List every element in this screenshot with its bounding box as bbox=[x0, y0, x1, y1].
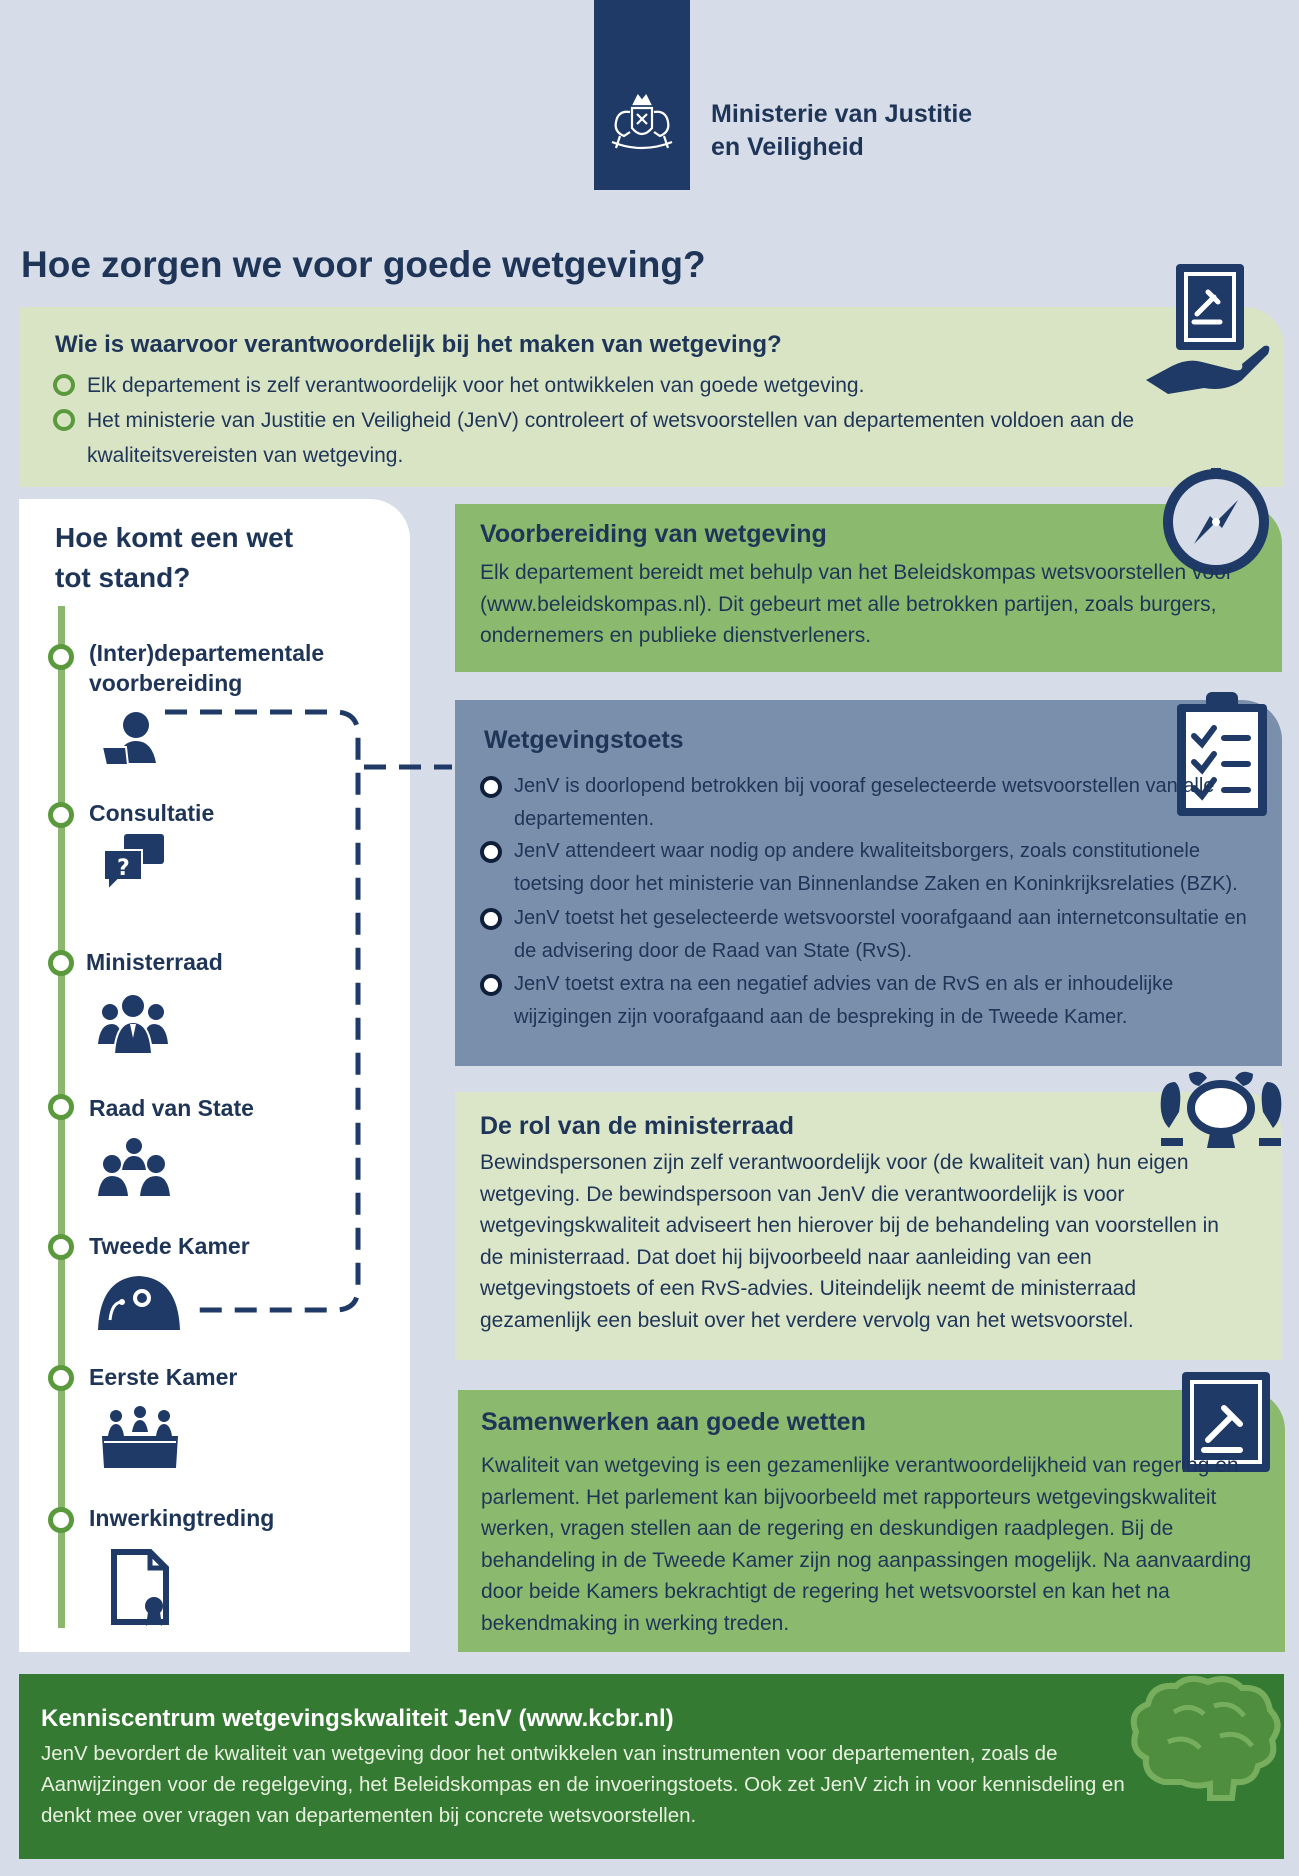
bullet-ring-icon bbox=[480, 776, 502, 798]
footer-title: Kenniscentrum wetgevingskwaliteit JenV (www.kcbr.nl) bbox=[41, 1705, 674, 1732]
step-interdepartmental: (Inter)departementale voorbereiding bbox=[89, 640, 325, 696]
person-laptop-icon bbox=[98, 705, 164, 771]
bullet-ring-icon bbox=[53, 374, 75, 396]
chamber-dome-icon bbox=[96, 1272, 182, 1332]
test-item-text: JenV attendeert waar nodig op andere kwaliteitsborgers, zoals constitutionele toetsing door het ministerie van Binnenlandse Zaken en Koninkrijksrelaties (BZK). bbox=[514, 840, 1238, 895]
timeline-dot bbox=[48, 950, 74, 976]
preparation-title: Voorbereiding van wetgeving bbox=[480, 520, 827, 548]
timeline-dot bbox=[48, 1365, 74, 1391]
timeline-title-line2: tot stand? bbox=[55, 562, 191, 593]
legislative-test-title: Wetgevingstoets bbox=[484, 726, 684, 754]
council-members-icon bbox=[96, 1136, 172, 1198]
bullet-ring-icon bbox=[480, 974, 502, 996]
test-item bbox=[480, 902, 1260, 968]
responsibility-title: Wie is waarvoor verantwoordelijk bij het maken van wetgeving? bbox=[55, 331, 782, 358]
timeline-dot bbox=[48, 1094, 74, 1120]
ministry-name-line2: en Veiligheid bbox=[711, 133, 864, 161]
senate-table-icon bbox=[100, 1402, 180, 1470]
test-item bbox=[480, 835, 1260, 901]
bullet-ring-icon bbox=[480, 908, 502, 930]
test-item bbox=[480, 968, 1260, 1034]
cooperation-text: Kwaliteit van wetgeving is een gezamenlijke verantwoordelijkheid van regering én parlement. Het parlement kan bijvoorbeeld met rapporteurs wetgevingskwaliteit werken, vragen stellen aan de regering en deskundigen raadplegen. Bij de behandeling in de Tweede Kamer zijn nog aanpassingen mogelijk. Na aanvaarding door beide Kamers bekrachtigt de regering het wetsvoorstel en kan het na bekendmaking in werking treden. bbox=[481, 1454, 1252, 1635]
timeline-title-line1: Hoe komt een wet bbox=[55, 522, 294, 553]
step-council-of-ministers: Ministerraad bbox=[86, 949, 223, 975]
step-council-of-state: Raad van State bbox=[89, 1095, 254, 1121]
footer-text: JenV bevordert de kwaliteit van wetgeving door het ontwikkelen van instrumenten voor departementen, zoals de Aanwijzingen voor de regelgeving, het Beleidskompas en de invoeringstoets. Ook zet JenV zich in voor kennisdeling en denkt mee over vragen van departementen bij concrete wetsvoorstellen. bbox=[41, 1742, 1125, 1827]
ministry-name bbox=[711, 98, 972, 164]
preparation-text: Elk departement bereidt met behulp van het Beleidskompas wetsvoorstellen voor (www.beleidskompas.nl). Dit gebeurt met alle betrokken partijen, zoals burgers, ondernemers en publieke dienstverleners. bbox=[480, 561, 1233, 647]
timeline-dot bbox=[48, 802, 74, 828]
responsibility-item-text: Elk departement is zelf verantwoordelijk voor het ontwikkelen van goede wetgeving. bbox=[87, 374, 865, 397]
svg-text:?: ? bbox=[117, 856, 130, 881]
timeline-dot bbox=[48, 1234, 74, 1260]
logo-bar bbox=[594, 0, 690, 190]
page-title: Hoe zorgen we voor goede wetgeving? bbox=[21, 244, 706, 285]
ministry-name-line1: Ministerie van Justitie bbox=[711, 100, 973, 128]
council-text: Bewindspersonen zijn zelf verantwoordelijk voor (de kwaliteit van) hun eigen wetgeving. De bewindspersoon van JenV die verantwoordelijk is voor wetgevingskwaliteit adviseert hen hierover bij de behandeling van voorstellen in de ministerraad. Dat doet hij bijvoorbeeld naar aanleiding van een wetgevingstoets of een RvS-advies. Uiteindelijk neemt de ministerraad gezamenlijk een besluit over het verdere vervolg van het wetsvoorstel. bbox=[480, 1151, 1219, 1332]
test-item bbox=[480, 770, 1260, 836]
step-senate: Eerste Kamer bbox=[89, 1364, 238, 1390]
question-bubbles-icon bbox=[100, 832, 166, 894]
responsibility-item bbox=[53, 368, 1253, 403]
step-consultation: Consultatie bbox=[89, 800, 215, 826]
test-item-text: JenV toetst het geselecteerde wetsvoorstel voorafgaand aan internetconsultatie en de advisering door de Raad van State (RvS). bbox=[514, 907, 1247, 962]
responsibility-item-text: Het ministerie van Justitie en Veiligheid (JenV) controleert of wetsvoorstellen van departementen voldoen aan de kwaliteitsvereisten van wetgeving. bbox=[87, 409, 1135, 467]
test-item-text: JenV toetst extra na een negatief advies van de RvS en als er inhoudelijke wijzigingen zijn voorafgaand aan de bespreking in de Tweede Kamer. bbox=[514, 973, 1174, 1028]
timeline-dot bbox=[48, 1507, 74, 1533]
certificate-document-icon bbox=[110, 1548, 174, 1628]
step-entry-into-force: Inwerkingtreding bbox=[89, 1505, 275, 1531]
council-title: De rol van de ministerraad bbox=[480, 1112, 795, 1140]
ministers-group-icon bbox=[96, 990, 170, 1056]
test-item-text: JenV is doorlopend betrokken bij vooraf geselecteerde wetsvoorstellen van alle departementen. bbox=[514, 775, 1215, 830]
step-house-of-representatives: Tweede Kamer bbox=[89, 1233, 250, 1259]
timeline-title bbox=[55, 518, 293, 598]
bullet-ring-icon bbox=[480, 841, 502, 863]
coat-of-arms-icon bbox=[604, 92, 680, 162]
cooperation-title: Samenwerken aan goede wetten bbox=[481, 1408, 866, 1436]
bullet-ring-icon bbox=[53, 409, 75, 431]
responsibility-item bbox=[53, 403, 1253, 473]
timeline-dot bbox=[48, 644, 74, 670]
